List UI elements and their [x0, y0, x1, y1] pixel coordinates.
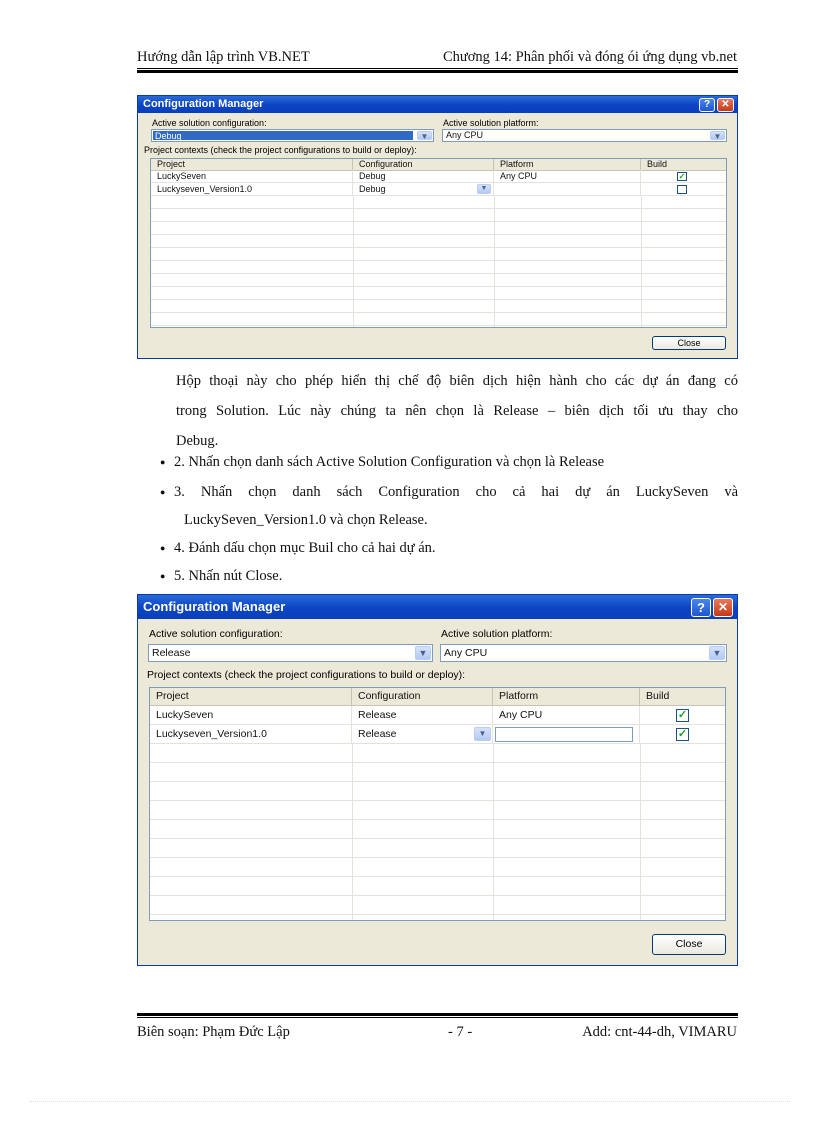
table-row[interactable] — [151, 170, 726, 183]
page-edge-divider — [30, 1101, 790, 1102]
cell-configuration[interactable] — [352, 725, 493, 743]
build-checkbox[interactable]: ✓ — [677, 728, 688, 740]
bullet-icon: ● — [160, 571, 166, 581]
cell-configuration[interactable]: Release — [352, 706, 493, 724]
close-button[interactable]: Close — [652, 336, 726, 350]
col-configuration[interactable]: Configuration — [353, 159, 494, 170]
cell-configuration-value: Debug — [359, 184, 386, 194]
paragraph-line: Debug. — [176, 433, 219, 449]
cell-build — [641, 183, 727, 195]
dialog-title: Configuration Manager — [143, 98, 264, 110]
footer-author: Biên soạn: Phạm Đức Lập — [137, 1024, 290, 1040]
footer-address: Add: cnt-44-dh, VIMARU — [582, 1024, 737, 1040]
header-right: Chương 14: Phân phối và đóng ói ứng dụng vb.net — [442, 49, 737, 65]
chevron-down-icon[interactable]: ▼ — [477, 184, 491, 194]
active-platform-value: Any CPU — [446, 130, 484, 140]
cell-build — [641, 170, 727, 182]
header-left: Hướng dẫn lập trình VB.NET — [137, 49, 310, 65]
chevron-down-icon[interactable]: ▼ — [417, 131, 432, 140]
col-platform[interactable]: Platform — [493, 688, 640, 705]
project-contexts-label: Project contexts (check the project configurations to build or deploy): — [147, 669, 466, 681]
col-platform[interactable]: Platform — [494, 159, 641, 170]
dialog-titlebar — [138, 96, 737, 113]
bullet-icon: ● — [160, 457, 166, 467]
cell-configuration-value: Release — [358, 728, 397, 740]
page-number: - 7 - — [448, 1024, 473, 1040]
grid-header — [150, 688, 725, 706]
dialog-title: Configuration Manager — [143, 599, 286, 614]
col-configuration[interactable]: Configuration — [352, 688, 493, 705]
active-config-combo[interactable] — [151, 129, 434, 142]
col-project[interactable]: Project — [151, 159, 353, 170]
project-contexts-grid — [149, 687, 726, 921]
window-close-button[interactable]: ✕ — [713, 598, 733, 617]
help-button[interactable]: ? — [699, 98, 715, 112]
paragraph-line: trong Solution. Lúc này chúng ta nên chọn là Release – biên dịch tối ưu thay cho — [176, 403, 738, 419]
active-config-combo[interactable] — [148, 644, 433, 662]
active-config-label: Active solution configuration: — [152, 118, 267, 128]
bullet-icon: ● — [160, 487, 166, 497]
table-row[interactable] — [150, 706, 725, 725]
chevron-down-icon[interactable]: ▼ — [710, 131, 725, 140]
table-row[interactable] — [151, 183, 726, 196]
active-config-value: Debug — [153, 131, 413, 140]
col-build[interactable]: Build — [646, 690, 670, 702]
active-platform-combo[interactable] — [440, 644, 727, 662]
build-checkbox[interactable]: ✓ — [677, 709, 688, 721]
cell-build — [640, 725, 726, 743]
grid-empty-rows — [150, 744, 725, 920]
project-contexts-grid — [150, 158, 727, 328]
footer-rule — [137, 1013, 738, 1018]
paragraph-line: Hộp thoại này cho phép hiển thị chế độ biên dịch hiện hành cho các dự án đang có — [176, 373, 738, 389]
cell-configuration[interactable]: Debug — [353, 170, 494, 182]
build-checkbox[interactable] — [677, 185, 687, 194]
cell-project: Luckyseven_Version1.0 — [151, 183, 353, 195]
grid-empty-rows — [151, 196, 726, 327]
active-platform-label: Active solution platform: — [443, 118, 539, 128]
chevron-down-icon[interactable]: ▼ — [415, 646, 431, 660]
platform-input[interactable] — [495, 727, 633, 742]
active-platform-combo[interactable] — [442, 129, 727, 142]
chevron-down-icon[interactable]: ▼ — [709, 646, 725, 660]
list-item: ● 3. Nhấn chọn danh sách Configuration cho cả hai dự án LuckySeven và — [160, 484, 738, 500]
cell-platform[interactable]: Any CPU — [493, 706, 640, 724]
cell-platform[interactable] — [493, 725, 640, 743]
active-platform-label: Active solution platform: — [441, 628, 553, 640]
list-item-continuation: LuckySeven_Version1.0 và chọn Release. — [184, 512, 428, 528]
cell-platform[interactable]: Any CPU — [494, 170, 641, 182]
config-manager-dialog-debug — [137, 95, 738, 359]
close-button[interactable]: Close — [652, 934, 726, 955]
bullet-icon: ● — [160, 543, 166, 553]
description-paragraph — [176, 366, 738, 456]
cell-platform[interactable] — [494, 183, 641, 195]
cell-project: LuckySeven — [151, 170, 353, 182]
active-platform-value: Any CPU — [444, 647, 488, 659]
active-config-label: Active solution configuration: — [149, 628, 283, 640]
page-header — [137, 49, 737, 67]
cell-project: Luckyseven_Version1.0 — [150, 725, 352, 743]
table-row[interactable] — [150, 725, 725, 744]
cell-configuration[interactable] — [353, 183, 494, 195]
dialog-titlebar — [138, 595, 737, 619]
active-config-value: Release — [152, 647, 191, 659]
col-project[interactable]: Project — [150, 688, 352, 705]
cell-project: LuckySeven — [150, 706, 352, 724]
build-checkbox[interactable]: ✓ — [678, 172, 686, 181]
chevron-down-icon[interactable]: ▼ — [474, 727, 491, 741]
project-contexts-label: Project contexts (check the project configurations to build or deploy): — [144, 145, 417, 155]
col-build[interactable]: Build — [647, 159, 668, 169]
window-close-button[interactable]: ✕ — [717, 98, 734, 112]
cell-build — [640, 706, 726, 724]
help-button[interactable]: ? — [691, 598, 711, 617]
config-manager-dialog-release — [137, 594, 738, 966]
header-rule — [137, 68, 738, 73]
